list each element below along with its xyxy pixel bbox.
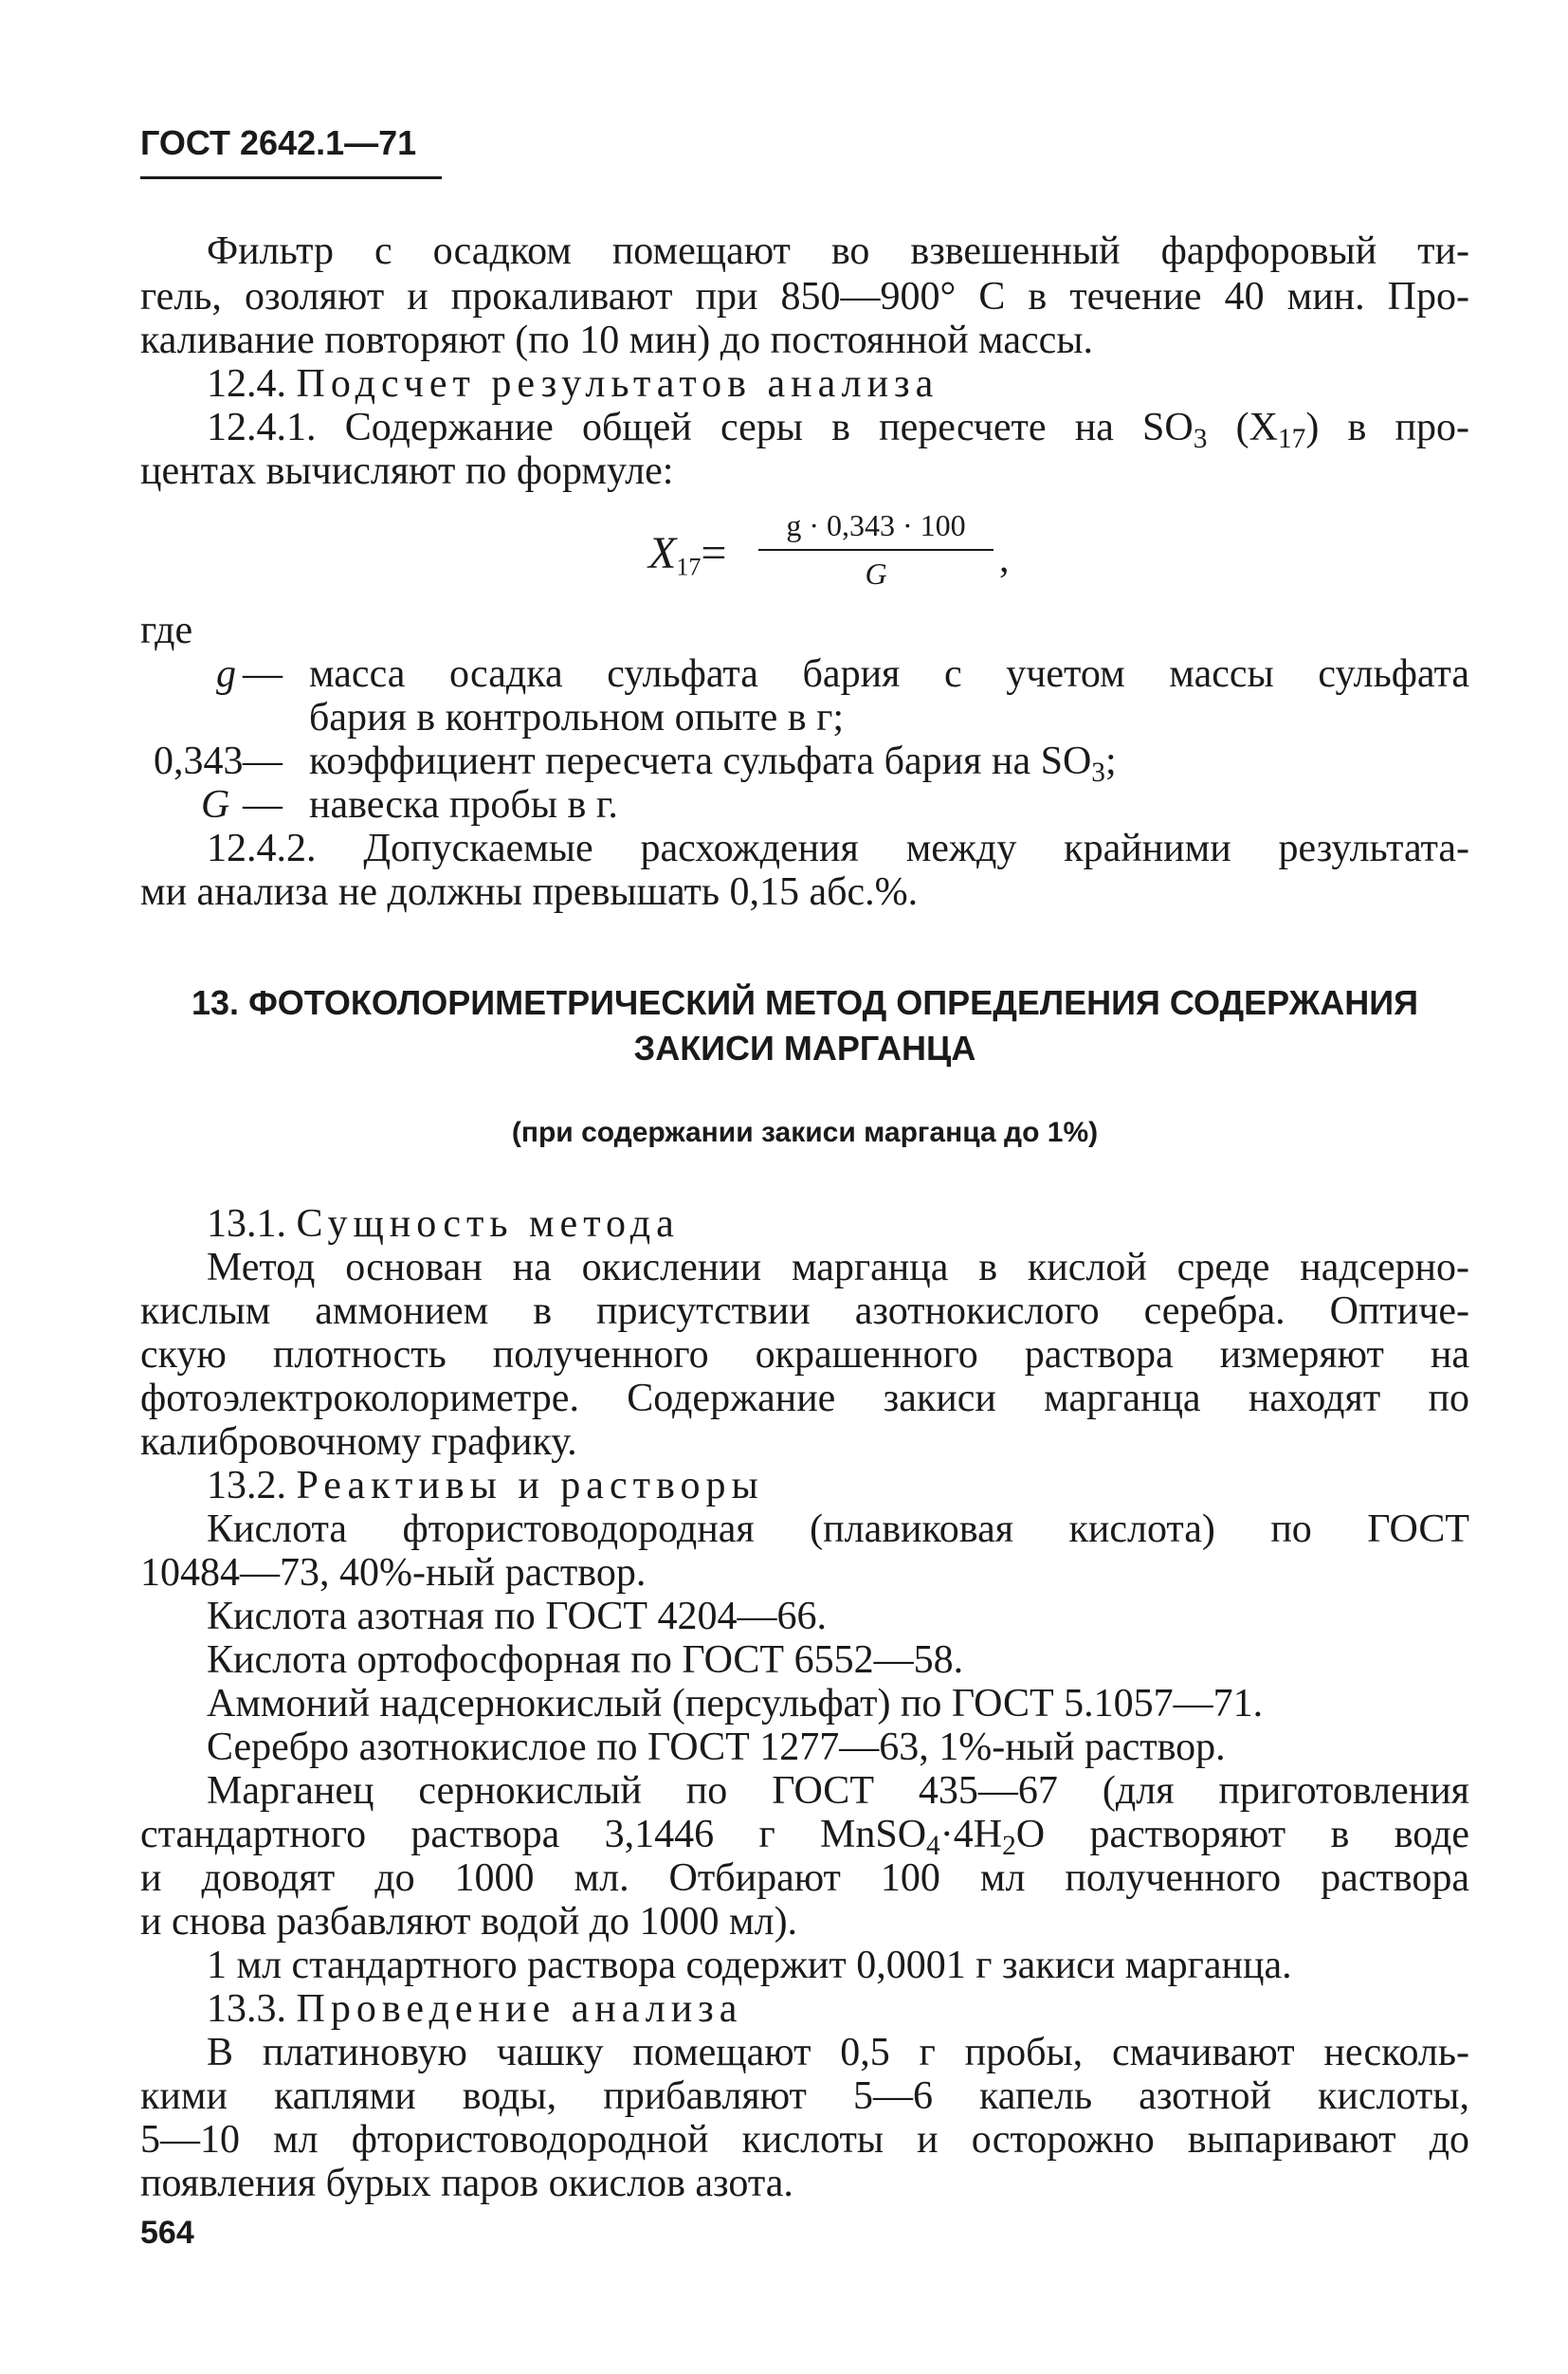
reagent-4: Аммоний надсернокислый (персульфат) по ГОСТ 5.1057—71. — [207, 1682, 1264, 1726]
section-13-3-line-4: появления бурых паров окислов азота. — [140, 2162, 793, 2205]
section-13-1-line-2: кислым аммонием в присутствии азотнокислого серебра. Оптиче- — [140, 1289, 1469, 1333]
subscript: 2 — [1002, 1831, 1016, 1862]
reagent-1-line-2: 10484—73, 40%-ный раствор. — [140, 1551, 647, 1595]
section-number: 13.2. — [207, 1464, 286, 1507]
text: Допускаемые расхождения между крайними результата- — [363, 827, 1470, 870]
reagent-3: Кислота ортофосфорная по ГОСТ 6552—58. — [207, 1638, 964, 1682]
section-13-title-line-2: ЗАКИСИ МАРГАНЦА — [633, 1029, 976, 1068]
text: ·4H — [939, 1813, 1003, 1856]
section-12-4-1-line-1 — [207, 406, 1469, 455]
section-title: Реактивы и растворы — [296, 1464, 764, 1507]
section-number: 12.4. — [207, 362, 286, 406]
formula-variable: X — [648, 528, 677, 578]
section-13-1-line-4: фотоэлектроколориметре. Содержание закиси марганца находят по — [140, 1377, 1469, 1420]
where-item-G-symbol: G — [201, 783, 230, 827]
section-number: 13.3. — [207, 1987, 286, 2031]
section-13-1-heading — [207, 1202, 680, 1246]
reagent-1-line-1: Кислота фтористоводородная (плавиковая кислота) по ГОСТ — [207, 1507, 1469, 1551]
section-13-title-line-1: 13. ФОТОКОЛОРИМЕТРИЧЕСКИЙ МЕТОД ОПРЕДЕЛЕНИЯ СОДЕРЖАНИЯ — [191, 983, 1418, 1022]
reagent-6-line-3: и доводят до 1000 мл. Отбирают 100 мл полученного раствора — [140, 1856, 1469, 1900]
paragraph-1-line-3: каливание повторяют (по 10 мин) до постоянной массы. — [140, 319, 1093, 362]
text: коэффициент пересчета сульфата бария на SO — [309, 740, 1092, 783]
reagent-5: Серебро азотнокислое по ГОСТ 1277—63, 1%-ный раствор. — [207, 1726, 1226, 1769]
subscript: 4 — [926, 1831, 940, 1862]
section-title: Проведение анализа — [296, 1987, 743, 2031]
section-title: Подсчет результатов анализа — [296, 362, 939, 406]
where-item-g-symbol: g — [216, 652, 236, 696]
text: O растворяют в воде — [1015, 1813, 1469, 1856]
formula-numerator: g · 0,343 · 100 — [786, 508, 966, 542]
standard-solution-note: 1 мл стандартного раствора содержит 0,0001 г закиси марганца. — [207, 1944, 1292, 1987]
paragraph-1-line-1: Фильтр с осадком помещают во взвешенный фарфоровый ти- — [207, 229, 1469, 273]
section-number: 12.4.1. — [207, 406, 317, 449]
section-12-4-heading — [207, 362, 939, 406]
where-item-g-text: масса осадка сульфата бария с учетом массы сульфата — [309, 652, 1469, 696]
formula-denominator: G — [865, 557, 887, 591]
paragraph-1-line-2: гель, озоляют и прокаливают при 850—900° С в течение 40 мин. Про- — [140, 275, 1469, 319]
where-item-G-dash: — — [243, 783, 283, 827]
section-13-2-heading — [207, 1464, 764, 1507]
reagent-6-line-4: и снова разбавляют водой до 1000 мл). — [140, 1900, 798, 1944]
formula-lhs — [648, 527, 726, 579]
section-13-1-line-3: скую плотность полученного окрашенного раствора измеряют на — [140, 1333, 1469, 1377]
text: стандартного раствора 3,1446 г MnSO — [140, 1813, 927, 1856]
text: (X — [1207, 406, 1278, 449]
section-13-1-line-5: калибровочному графику. — [140, 1420, 577, 1464]
section-13-3-line-3: 5—10 мл фтористоводородной кислоты и осторожно выпаривают до — [140, 2118, 1469, 2162]
subscript: 3 — [1193, 424, 1208, 455]
section-13-subtitle: (при содержании закиси марганца до 1%) — [511, 1117, 1099, 1148]
formula-subscript: 17 — [676, 553, 702, 581]
section-title: Сущность метода — [296, 1202, 680, 1246]
standard-code-header: ГОСТ 2642.1—71 — [140, 123, 417, 162]
section-number: 12.4.2. — [207, 827, 317, 870]
where-label: где — [140, 609, 193, 652]
page-number: 564 — [140, 2215, 194, 2251]
subscript: 3 — [1091, 758, 1105, 789]
header-rule — [140, 176, 442, 179]
reagent-6-line-2 — [140, 1813, 1469, 1862]
section-number: 13.1. — [207, 1202, 286, 1246]
formula-comma: , — [999, 538, 1010, 581]
section-13-3-line-1: В платиновую чашку помещают 0,5 г пробы, смачивают несколь- — [207, 2031, 1469, 2074]
formula-equals: = — [701, 528, 727, 578]
where-item-coef-dash: — — [243, 740, 283, 783]
text: ; — [1104, 740, 1117, 783]
formula-fraction — [758, 508, 994, 592]
section-13-1-line-1: Метод основан на окислении марганца в кислой среде надсерно- — [207, 1246, 1469, 1289]
section-13-3-heading — [207, 1987, 742, 2031]
section-13-3-line-2: кими каплями воды, прибавляют 5—6 капель азотной кислоты, — [140, 2074, 1469, 2118]
where-item-g-dash: — — [243, 652, 283, 696]
section-12-4-2-line-2: ми анализа не должны превышать 0,15 абс.%. — [140, 870, 919, 914]
section-12-4-1-line-2: центах вычисляют по формуле: — [140, 449, 674, 493]
section-12-4-2-line-1 — [207, 827, 1469, 870]
subscript: 17 — [1277, 424, 1306, 455]
reagent-2: Кислота азотная по ГОСТ 4204—66. — [207, 1595, 827, 1638]
where-item-coef-symbol: 0,343 — [154, 740, 244, 783]
text: Содержание общей серы в пересчете на SO — [344, 406, 1194, 449]
where-item-G-text: навеска пробы в г. — [309, 783, 618, 827]
where-item-coef-text — [309, 740, 1117, 789]
text: ) в про- — [1305, 406, 1469, 449]
reagent-6-line-1: Марганец сернокислый по ГОСТ 435—67 (для приготовления — [207, 1769, 1469, 1813]
where-item-g-cont: бария в контрольном опыте в г; — [309, 696, 844, 740]
